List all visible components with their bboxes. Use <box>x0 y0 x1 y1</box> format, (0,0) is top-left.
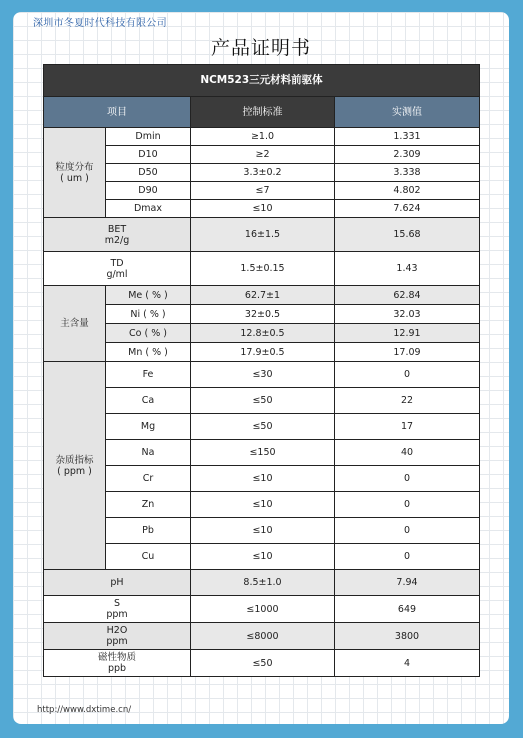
measured-value: 4 <box>335 650 480 677</box>
row-label-magnetic: 磁性物质 ppb <box>44 650 191 677</box>
measured-value: 3.338 <box>335 164 480 182</box>
header-measured: 实测值 <box>335 97 480 128</box>
row-label: Ni ( % ) <box>106 305 191 324</box>
spec-table <box>43 64 480 677</box>
row-label-h2o: H2O ppm <box>44 623 191 650</box>
table-row <box>44 182 480 200</box>
standard-value: 16±1.5 <box>191 218 335 252</box>
row-label: D10 <box>106 146 191 164</box>
row-label: Fe <box>106 362 191 388</box>
measured-value: 2.309 <box>335 146 480 164</box>
table-row <box>44 570 480 596</box>
standard-value: 62.7±1 <box>191 286 335 305</box>
measured-value: 32.03 <box>335 305 480 324</box>
standard-value: ≤10 <box>191 200 335 218</box>
row-label: Cr <box>106 466 191 492</box>
table-row <box>44 596 480 623</box>
row-label: Zn <box>106 492 191 518</box>
measured-value: 3800 <box>335 623 480 650</box>
table-row <box>44 305 480 324</box>
table-row <box>44 440 480 466</box>
standard-value: ≥2 <box>191 146 335 164</box>
row-label: D50 <box>106 164 191 182</box>
standard-value: 32±0.5 <box>191 305 335 324</box>
table-row <box>44 146 480 164</box>
table-row <box>44 414 480 440</box>
table-row <box>44 466 480 492</box>
table-row <box>44 200 480 218</box>
standard-value: ≤30 <box>191 362 335 388</box>
row-label-td: TD g/ml <box>44 252 191 286</box>
standard-value: ≤50 <box>191 388 335 414</box>
row-label-ph: pH <box>44 570 191 596</box>
group-impurities: 杂质指标 ( ppm ) <box>44 362 106 570</box>
standard-value: ≥1.0 <box>191 128 335 146</box>
measured-value: 17 <box>335 414 480 440</box>
table-row <box>44 544 480 570</box>
group-particle-size: 粒度分布 ( um ) <box>44 128 106 218</box>
standard-value: 17.9±0.5 <box>191 343 335 362</box>
standard-value: 12.8±0.5 <box>191 324 335 343</box>
header-item: 项目 <box>44 97 191 128</box>
standard-value: ≤10 <box>191 544 335 570</box>
row-label-bet: BET m2/g <box>44 218 191 252</box>
page-title: 产品证明书 <box>210 37 311 59</box>
standard-value: 1.5±0.15 <box>191 252 335 286</box>
measured-value: 1.331 <box>335 128 480 146</box>
standard-value: ≤50 <box>191 650 335 677</box>
table-row <box>44 252 480 286</box>
standard-value: ≤8000 <box>191 623 335 650</box>
measured-value: 15.68 <box>335 218 480 252</box>
standard-value: ≤150 <box>191 440 335 466</box>
measured-value: 22 <box>335 388 480 414</box>
table-row <box>44 343 480 362</box>
standard-value: ≤10 <box>191 466 335 492</box>
table-title: NCM523三元材料前驱体 <box>44 65 480 97</box>
measured-value: 0 <box>335 518 480 544</box>
measured-value: 62.84 <box>335 286 480 305</box>
row-label: Co ( % ) <box>106 324 191 343</box>
table-row <box>44 362 480 388</box>
standard-value: ≤10 <box>191 518 335 544</box>
row-label: D90 <box>106 182 191 200</box>
measured-value: 17.09 <box>335 343 480 362</box>
table-row <box>44 650 480 677</box>
measured-value: 7.94 <box>335 570 480 596</box>
standard-value: 3.3±0.2 <box>191 164 335 182</box>
measured-value: 649 <box>335 596 480 623</box>
measured-value: 0 <box>335 466 480 492</box>
standard-value: ≤1000 <box>191 596 335 623</box>
header-standard: 控制标准 <box>191 97 335 128</box>
company-name: 深圳市冬夏时代科技有限公司 <box>33 18 167 29</box>
measured-value: 0 <box>335 362 480 388</box>
row-label: Me ( % ) <box>106 286 191 305</box>
measured-value: 4.802 <box>335 182 480 200</box>
measured-value: 12.91 <box>335 324 480 343</box>
table-row <box>44 218 480 252</box>
table-row <box>44 286 480 305</box>
row-label: Mg <box>106 414 191 440</box>
group-main-content: 主含量 <box>44 286 106 362</box>
footer-url[interactable]: http://www.dxtime.cn/ <box>37 705 132 715</box>
measured-value: 40 <box>335 440 480 466</box>
standard-value: ≤50 <box>191 414 335 440</box>
measured-value: 0 <box>335 492 480 518</box>
row-label: Na <box>106 440 191 466</box>
table-row <box>44 164 480 182</box>
row-label: Pb <box>106 518 191 544</box>
standard-value: 8.5±1.0 <box>191 570 335 596</box>
row-label: Cu <box>106 544 191 570</box>
standard-value: ≤10 <box>191 492 335 518</box>
table-row <box>44 623 480 650</box>
table-row <box>44 388 480 414</box>
standard-value: ≤7 <box>191 182 335 200</box>
row-label-s: S ppm <box>44 596 191 623</box>
measured-value: 7.624 <box>335 200 480 218</box>
table-row <box>44 324 480 343</box>
table-row <box>44 128 480 146</box>
row-label: Mn ( % ) <box>106 343 191 362</box>
row-label: Dmin <box>106 128 191 146</box>
measured-value: 1.43 <box>335 252 480 286</box>
measured-value: 0 <box>335 544 480 570</box>
row-label: Ca <box>106 388 191 414</box>
table-row <box>44 492 480 518</box>
row-label: Dmax <box>106 200 191 218</box>
certificate-sheet <box>13 12 509 724</box>
table-row <box>44 518 480 544</box>
